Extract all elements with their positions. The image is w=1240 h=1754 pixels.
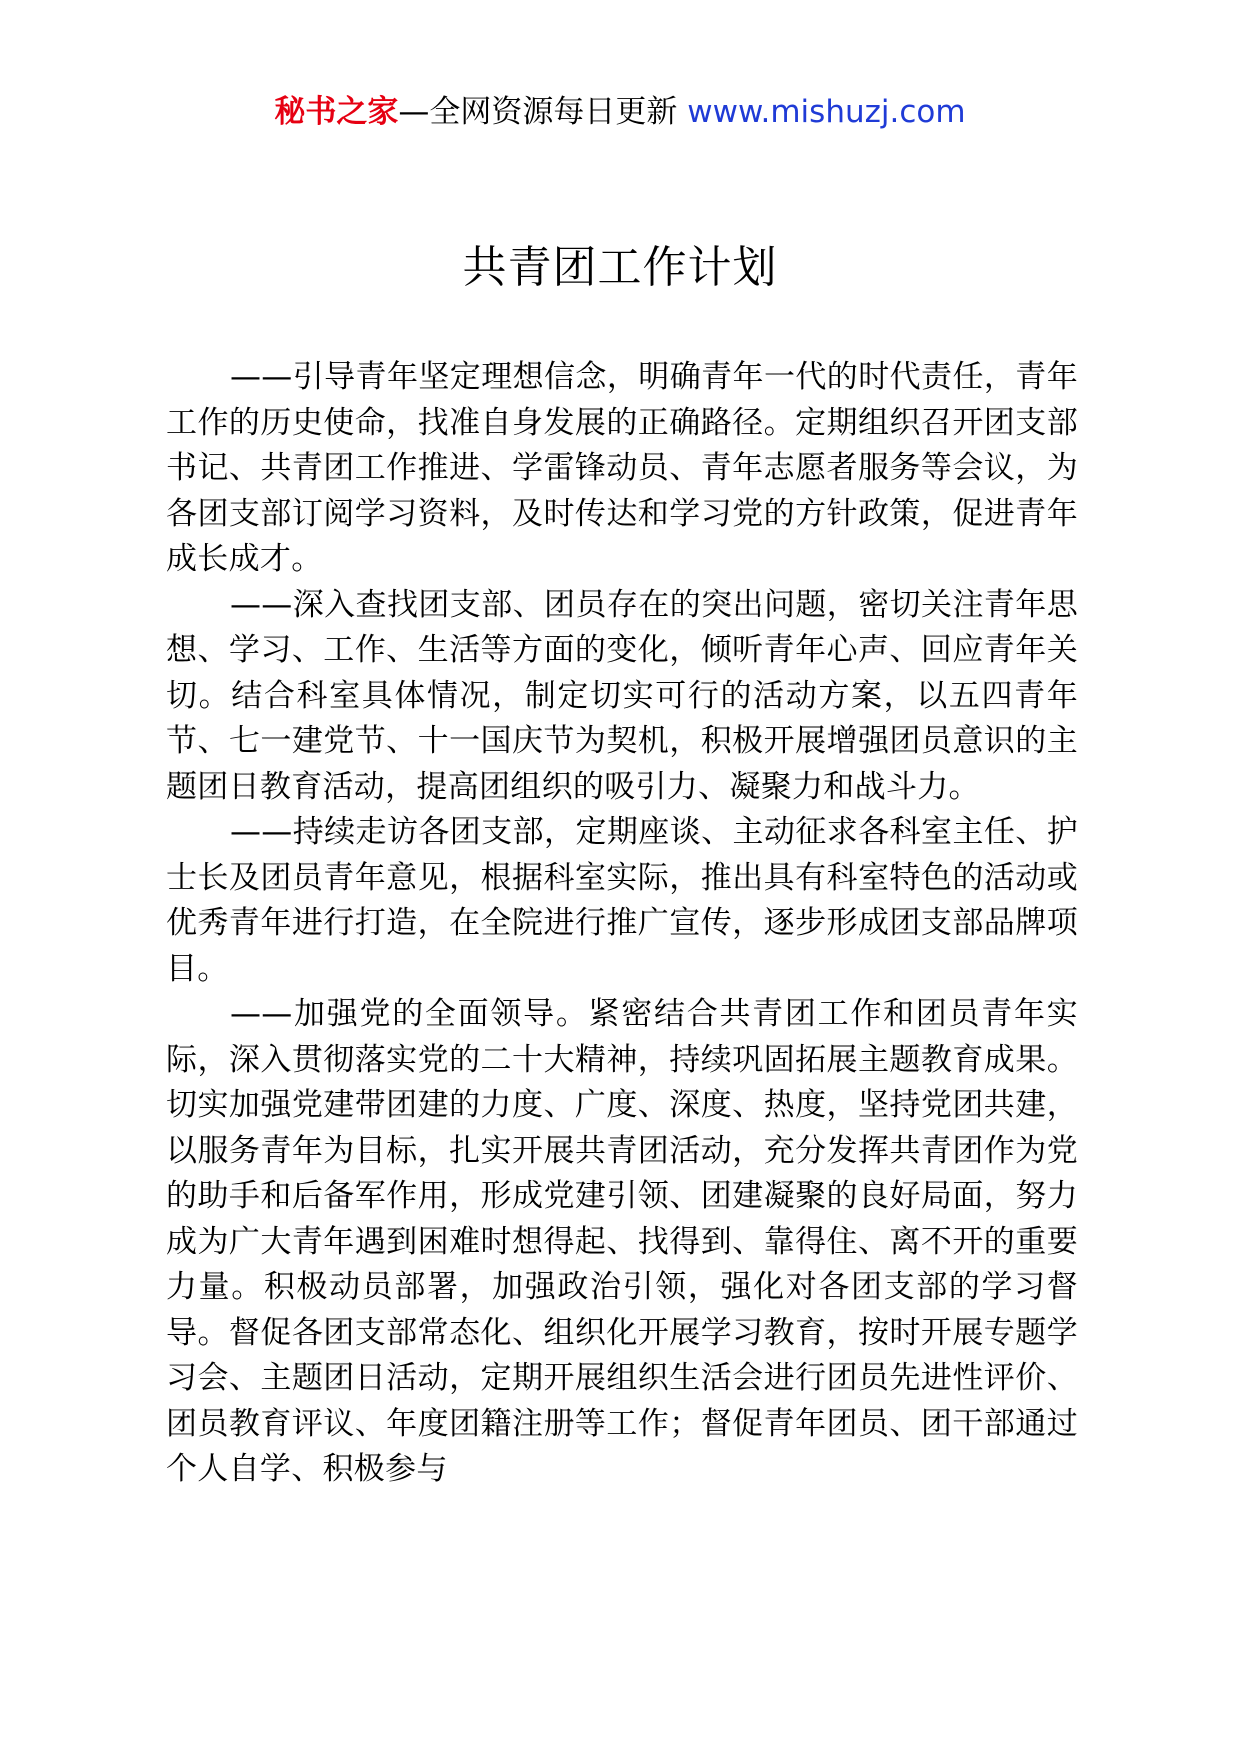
paragraph-4: ——加强党的全面领导。紧密结合共青团工作和团员青年实际，深入贯彻落实党的二十大精神，持续巩固拓展主题教育成果。切实加强党建带团建的力度、广度、深度、热度，坚持党团共建，以服务青年为目标，扎实开展共青团活动，充分发挥共青团作为党的助手和后备军作用，形成党建引领、团建凝聚的良好局面，努力成为广大青年遇到困难时想得起、找得到、靠得住、离不开的重要力量。积极动员部署，加强政治引领，强化对各团支部的学习督导。督促各团支部常态化、组织化开展学习教育，按时开展专题学习会、主题团日活动，定期开展组织生活会进行团员先进性评价、团员教育评议、年度团籍注册等工作；督促青年团员、团干部通过个人自学、积极参与 (166, 996, 1078, 1487)
paragraph-1: ——引导青年坚定理想信念，明确青年一代的时代责任，青年工作的历史使命，找准自身发展的正确路径。定期组织召开团支部书记、共青团工作推进、学雷锋动员、青年志愿者服务等会议，为各团支部订阅学习资料，及时传达和学习党的方针政策，促进青年成长成才。 (166, 359, 1078, 577)
brand-name: 秘书之家 (274, 94, 399, 130)
page-header (0, 92, 1240, 132)
website-link[interactable]: www.mishuzj.com (687, 94, 966, 130)
paragraph-2: ——深入查找团支部、团员存在的突出问题，密切关注青年思想、学习、工作、生活等方面的变化，倾听青年心声、回应青年关切。结合科室具体情况，制定切实可行的活动方案，以五四青年节、七一建党节、十一国庆节为契机，积极开展增强团员意识的主题团日教育活动，提高团组织的吸引力、凝聚力和战斗力。 (166, 586, 1078, 805)
document-title: 共青团工作计划 (462, 242, 778, 293)
document-body (166, 355, 1078, 1493)
paragraph-3: ——持续走访各团支部，定期座谈、主动征求各科室主任、护士长及团员青年意见，根据科室实际，推出具有科室特色的活动或优秀青年进行打造，在全院进行推广宣传，逐步形成团支部品牌项目。 (166, 814, 1078, 987)
header-tagline: —全网资源每日更新 (398, 94, 688, 130)
